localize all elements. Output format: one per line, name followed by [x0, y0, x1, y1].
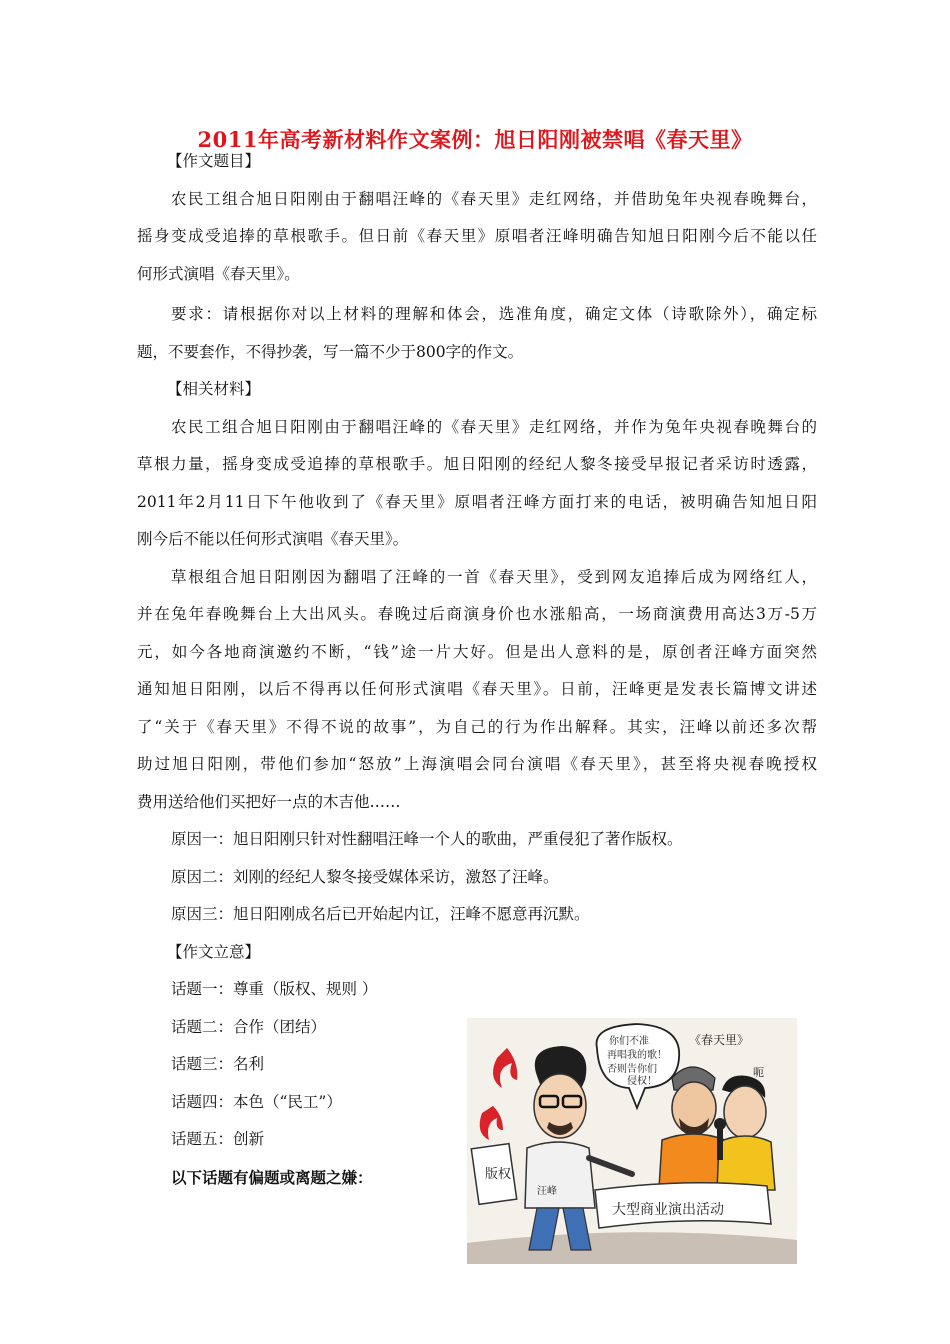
flame-icon — [493, 1048, 517, 1088]
event-banner — [595, 1183, 771, 1228]
paragraph-line: 草根组合旭日阳刚因为翻唱了汪峰的一首《春天里》，受到网友追捧后成为网络红人， — [171, 567, 817, 586]
off-topic-note: 以下话题有偏题或离题之嫌： — [171, 1167, 373, 1187]
section-heading-essay-theme: 【作文立意】 — [167, 942, 261, 961]
topic-item: 话题四：本色（“民工”） — [171, 1092, 342, 1111]
paragraph-line: 摇身变成受追捧的草根歌手。但日前《春天里》原唱者汪峰明确告知旭日阳刚今后不能以任 — [137, 227, 817, 245]
paragraph-line: 刚今后不能以任何形式演唱《春天里》。 — [137, 530, 409, 548]
paragraph-line: 费用送给他们买把好一点的木吉他…… — [137, 792, 401, 811]
svg-text:否则告你们: 否则告你们 — [607, 1064, 657, 1075]
ground-shape — [467, 1232, 797, 1264]
topic-item: 话题一：尊重（版权、规则 ） — [171, 980, 378, 998]
svg-text:侵权！: 侵权！ — [627, 1076, 657, 1087]
paragraph-line: 草根力量，摇身变成受追捧的草根歌手。旭日阳刚的经纪人黎冬接受早报记者采访时透露， — [137, 455, 817, 473]
section-heading-essay-topic: 【作文题目】 — [167, 152, 261, 170]
speech-bubble — [597, 1024, 680, 1108]
topic-item: 话题五：创新 — [171, 1130, 265, 1148]
svg-text:呃: 呃 — [753, 1066, 764, 1079]
shirt-label: 汪峰 — [537, 1186, 557, 1197]
paragraph-line: 农民工组合旭日阳刚由于翻唱汪峰的《春天里》走红网络，并作为兔年央视春晚舞台的 — [171, 417, 817, 436]
svg-text:再唱我的歌！: 再唱我的歌！ — [607, 1050, 667, 1061]
paragraph-line: 了“关于《春天里》不得不说的故事”，为自己的行为作出解释。其实，汪峰以前还多次帮 — [137, 717, 817, 736]
paragraph-line: 何形式演唱《春天里》。 — [137, 264, 300, 283]
paragraph-line: 助过旭日阳刚，带他们参加“怒放”上海演唱会同台演唱《春天里》，甚至将央视春晚授权 — [137, 755, 817, 773]
cartoon-drawing — [467, 1018, 797, 1264]
paragraph-line: 2011年2月11日下午他收到了《春天里》原唱者汪峰方面打来的电话，被明确告知旭日阳 — [137, 492, 817, 511]
cartoon-illustration — [467, 1018, 797, 1264]
paragraph-line: 通知旭日阳刚，以后不得再以任何形式演唱《春天里》。日前，汪峰更是发表长篇博文讲述 — [137, 680, 817, 698]
flame-icon — [480, 1106, 503, 1140]
paragraph-line: 题，不要套作，不得抄袭，写一篇不少于800字的作文。 — [137, 342, 524, 361]
figure-duo — [659, 1066, 775, 1190]
page-title: 2011年高考新材料作文案例：旭日阳刚被禁唱《春天里》 — [197, 127, 753, 152]
song-title-label: 《春天里》 — [689, 1033, 750, 1047]
topic-item: 话题三：名利 — [171, 1055, 265, 1073]
paragraph-line: 要求：请根据你对以上材料的理解和体会，选准角度，确定文体（诗歌除外），确定标 — [171, 305, 817, 323]
paragraph-line: 元，如今各地商演邀约不断，“钱”途一片大好。但是出人意料的是，原创者汪峰方面突然 — [137, 642, 817, 661]
svg-text:你们不准: 你们不准 — [609, 1036, 649, 1047]
paragraph-line: 并在兔年春晚舞台上大出风头。春晚过后商演身价也水涨船高，一场商演费用高达3万-5万 — [137, 605, 817, 623]
svg-text:版权: 版权 — [485, 1167, 512, 1182]
reason-line: 原因一：旭日阳刚只针对性翻唱汪峰一个人的歌曲，严重侵犯了著作版权。 — [171, 830, 683, 848]
copyright-paper — [471, 1144, 516, 1205]
reason-line: 原因三：旭日阳刚成名后已开始起内讧，汪峰不愿意再沉默。 — [171, 905, 590, 923]
topic-item: 话题二：合作（团结） — [171, 1017, 327, 1036]
section-heading-related-material: 【相关材料】 — [167, 380, 261, 398]
paragraph-line: 农民工组合旭日阳刚由于翻唱汪峰的《春天里》走红网络，并借助兔年央视春晚舞台， — [171, 189, 817, 208]
banner-text: 大型商业演出活动 — [612, 1202, 724, 1218]
reason-line: 原因二：刘刚的经纪人黎冬接受媒体采访，激怒了汪峰。 — [171, 867, 559, 886]
